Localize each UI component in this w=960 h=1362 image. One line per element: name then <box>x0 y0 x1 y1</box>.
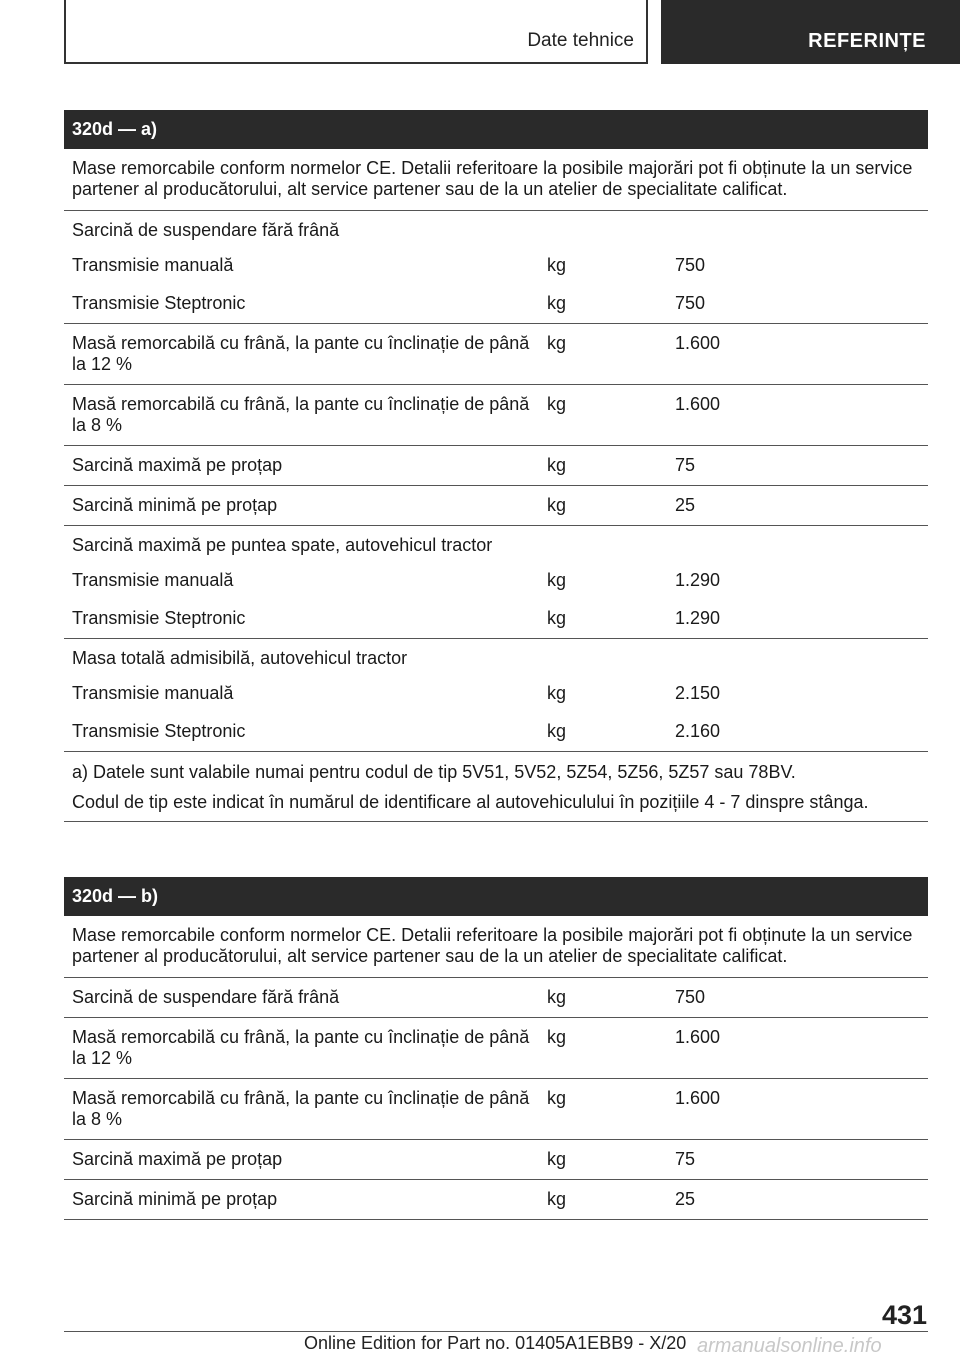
footer-divider <box>64 1331 928 1332</box>
group-label: Sarcină maximă pe puntea spate, autovehicul tractor <box>72 535 493 555</box>
row-value: 2.160 <box>667 711 928 752</box>
table-row <box>64 324 928 385</box>
table-row <box>64 560 928 598</box>
row-unit: kg <box>539 324 667 385</box>
row-label: Masă remorcabilă cu frână, la pante cu înclinație de până la 8 % <box>64 385 539 446</box>
row-unit: kg <box>547 255 567 275</box>
row-label: Transmisie manuală <box>72 683 234 703</box>
row-value: 75 <box>667 1140 928 1180</box>
row-unit: kg <box>547 570 567 590</box>
row-unit: kg <box>539 711 667 752</box>
table-row <box>64 385 928 446</box>
row-value: 750 <box>667 283 928 324</box>
table-row <box>64 1180 928 1220</box>
row-label: Transmisie Steptronic <box>64 598 539 639</box>
row-unit: kg <box>539 446 667 486</box>
row-unit: kg <box>539 283 667 324</box>
row-value: 1.290 <box>675 570 721 590</box>
table-intro: Mase remorcabile conform normelor CE. Detalii referitoare la posibile majorări pot fi obținute la un service partener al producătorului, alt service partener sau de la un atelier de specialitate calificat. <box>64 149 928 211</box>
row-label: Sarcină maximă pe proțap <box>64 1140 539 1180</box>
row-value: 75 <box>667 446 928 486</box>
row-unit: kg <box>539 1079 667 1140</box>
table-row <box>64 1018 928 1079</box>
table-row <box>64 1079 928 1140</box>
group-label: Masa totală admisibilă, autovehicul tractor <box>72 648 408 668</box>
row-value: 1.600 <box>667 324 928 385</box>
footnote: Codul de tip este indicat în numărul de identificare al autovehiculului în pozițiile 4 - 7 dinspre stânga. <box>64 786 928 822</box>
group-label: Sarcină de suspendare fără frână <box>72 220 340 240</box>
table-row <box>64 598 928 639</box>
row-unit: kg <box>539 385 667 446</box>
row-label: Sarcină minimă pe proțap <box>64 486 539 526</box>
table-row <box>64 486 928 526</box>
row-label: Transmisie manuală <box>72 255 234 275</box>
row-unit: kg <box>539 978 667 1018</box>
row-label: Sarcină maximă pe proțap <box>64 446 539 486</box>
row-unit: kg <box>539 598 667 639</box>
table-row <box>64 245 928 283</box>
row-value: 25 <box>667 486 928 526</box>
row-label: Masă remorcabilă cu frână, la pante cu înclinație de până la 8 % <box>64 1079 539 1140</box>
spec-table-b <box>64 877 928 1220</box>
table-title: 320d — b) <box>64 877 928 916</box>
row-label: Sarcină de suspendare fără frână <box>64 978 539 1018</box>
row-unit: kg <box>539 486 667 526</box>
row-unit: kg <box>539 1018 667 1079</box>
table-row <box>64 446 928 486</box>
row-value: 1.600 <box>667 385 928 446</box>
table-row <box>64 711 928 752</box>
table-row <box>64 673 928 711</box>
footer-edition: Online Edition for Part no. 01405A1EBB9 - X/20 <box>304 1333 687 1353</box>
row-label: Masă remorcabilă cu frână, la pante cu înclinație de până la 12 % <box>64 1018 539 1079</box>
row-label: Sarcină minimă pe proțap <box>64 1180 539 1220</box>
row-value: 25 <box>667 1180 928 1220</box>
row-value: 2.150 <box>675 683 721 703</box>
row-label: Masă remorcabilă cu frână, la pante cu înclinație de până la 12 % <box>64 324 539 385</box>
row-unit: kg <box>539 1140 667 1180</box>
table-row <box>64 1140 928 1180</box>
table-row <box>64 283 928 324</box>
footnote: a) Datele sunt valabile numai pentru codul de tip 5V51, 5V52, 5Z54, 5Z56, 5Z57 sau 78BV. <box>72 762 796 782</box>
table-intro: Mase remorcabile conform normelor CE. Detalii referitoare la posibile majorări pot fi obținute la un service partener al producătorului, alt service partener sau de la un atelier de specialitate calificat. <box>64 916 928 978</box>
page-number: 431 <box>881 1300 927 1330</box>
header-chapter-tab: REFERINȚE <box>661 0 960 64</box>
row-value: 1.290 <box>667 598 928 639</box>
row-value: 1.600 <box>667 1079 928 1140</box>
header-section-title: Date tehnice <box>527 30 634 51</box>
row-value: 750 <box>675 255 706 275</box>
row-unit: kg <box>547 683 567 703</box>
table-row <box>64 978 928 1018</box>
row-label: Transmisie Steptronic <box>64 283 539 324</box>
row-value: 1.600 <box>667 1018 928 1079</box>
row-value: 750 <box>667 978 928 1018</box>
row-label: Transmisie manuală <box>72 570 234 590</box>
watermark: armanualsonline.info <box>697 1335 882 1357</box>
row-label: Transmisie Steptronic <box>64 711 539 752</box>
spec-table-a <box>64 110 928 822</box>
table-title: 320d — a) <box>64 110 928 149</box>
row-unit: kg <box>539 1180 667 1220</box>
